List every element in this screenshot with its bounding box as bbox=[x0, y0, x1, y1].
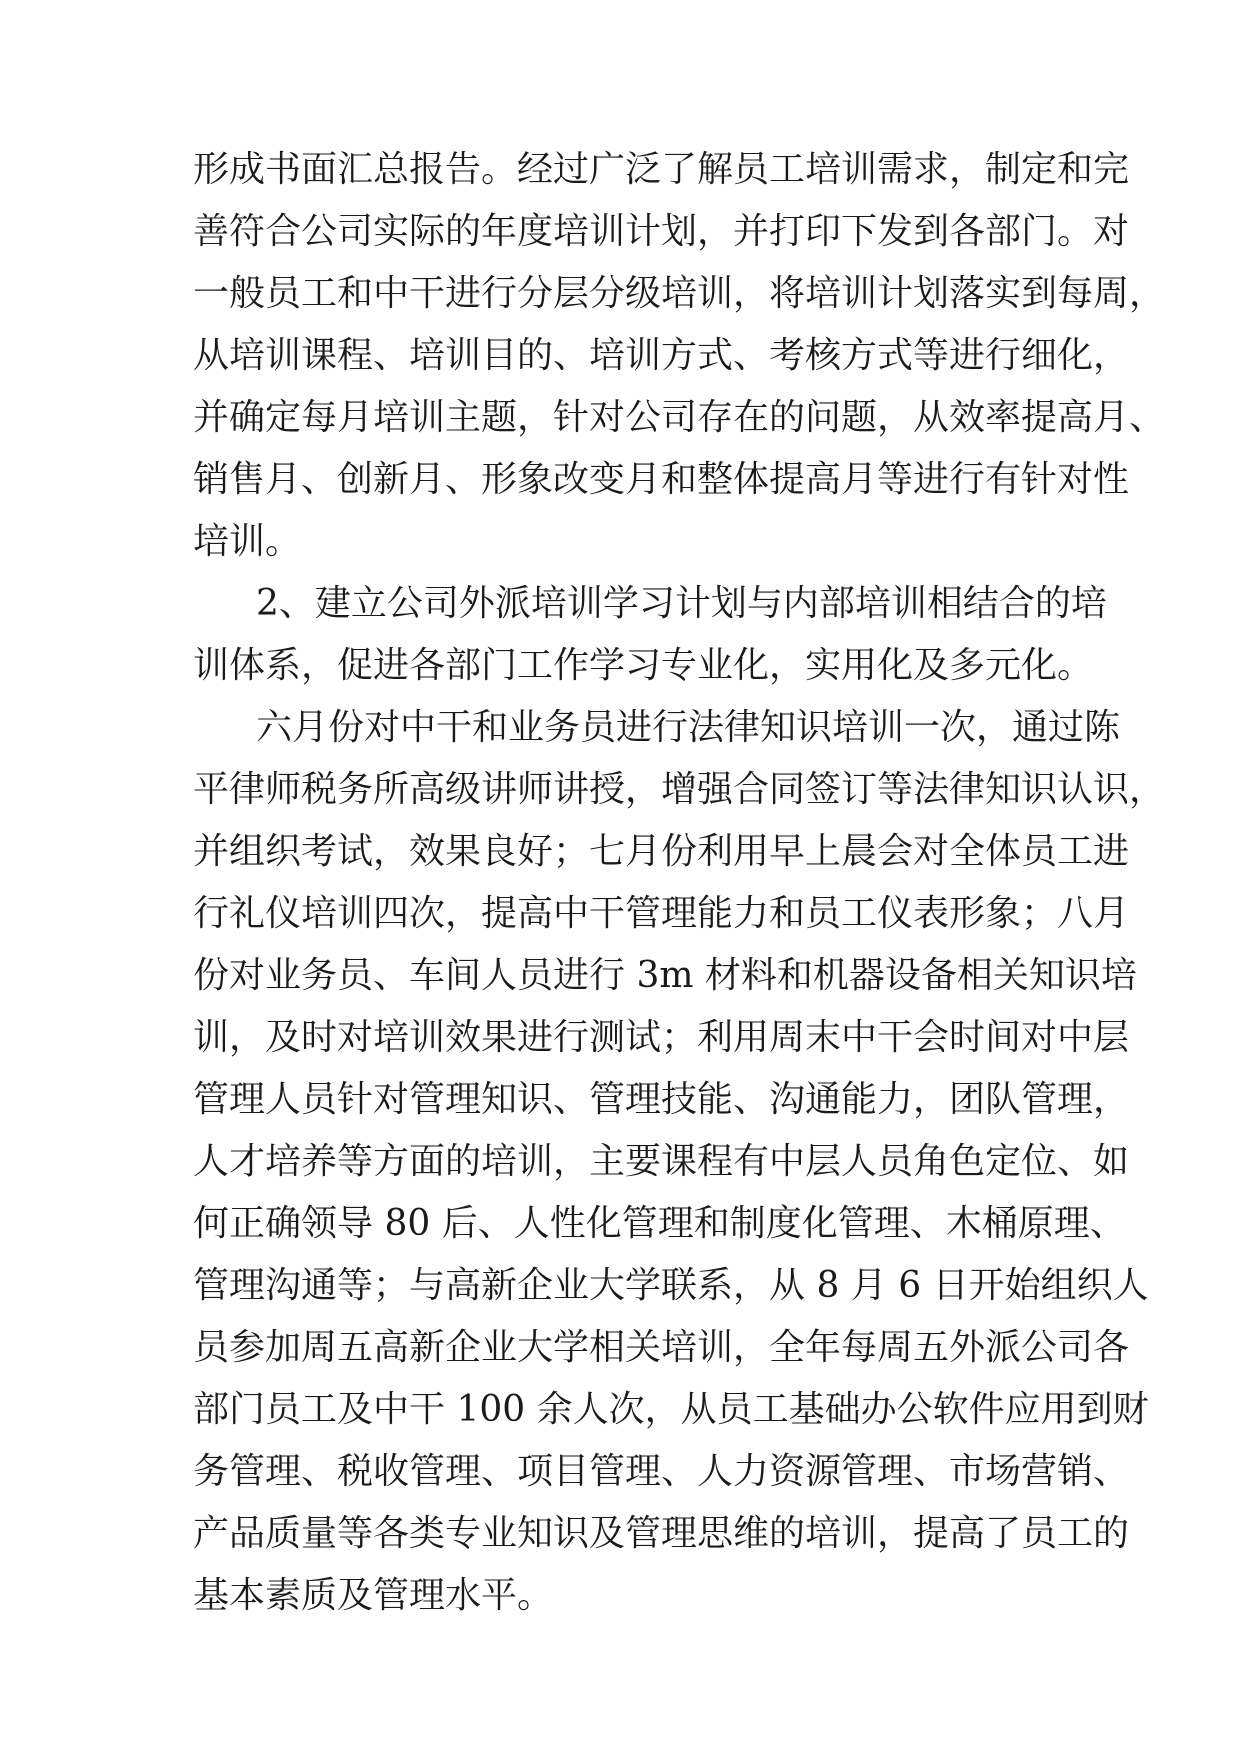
text-line: 2、建立公司外派培训学习计划与内部培训相结合的培 bbox=[256, 583, 1107, 624]
text-line: 管理沟通等；与高新企业大学联系，从 8 月 6 日开始组织人 bbox=[193, 1265, 1149, 1306]
text-line: 从培训课程、培训目的、培训方式、考核方式等进行细化， bbox=[193, 335, 1130, 376]
text-line: 部门员工及中干 100 余人次，从员工基础办公软件应用到财 bbox=[193, 1389, 1149, 1430]
text-line: 并组织考试，效果良好；七月份利用早上晨会对全体员工进 bbox=[193, 831, 1130, 872]
text-line: 善符合公司实际的年度培训计划，并打印下发到各部门。对 bbox=[193, 211, 1130, 252]
text-line: 人才培养等方面的培训，主要课程有中层人员角色定位、如 bbox=[193, 1141, 1130, 1182]
text-line: 何正确领导 80 后、人性化管理和制度化管理、木桶原理、 bbox=[193, 1203, 1126, 1244]
text-line: 一般员工和中干进行分层分级培训，将培训计划落实到每周， bbox=[193, 273, 1166, 314]
text-line: 六月份对中干和业务员进行法律知识培训一次，通过陈 bbox=[256, 707, 1121, 748]
text-line: 平律师税务所高级讲师讲授，增强合同签订等法律知识认识， bbox=[193, 769, 1166, 810]
text-line: 产品质量等各类专业知识及管理思维的培训，提高了员工的 bbox=[193, 1513, 1130, 1554]
text-line: 销售月、创新月、形象改变月和整体提高月等进行有针对性 bbox=[193, 459, 1130, 500]
text-line: 行礼仪培训四次，提高中干管理能力和员工仪表形象；八月 bbox=[193, 893, 1130, 934]
text-line: 员参加周五高新企业大学相关培训，全年每周五外派公司各 bbox=[193, 1327, 1130, 1368]
text-line: 份对业务员、车间人员进行 3m 材料和机器设备相关知识培 bbox=[193, 955, 1137, 996]
text-line: 形成书面汇总报告。经过广泛了解员工培训需求，制定和完 bbox=[193, 149, 1130, 190]
text-line: 并确定每月培训主题，针对公司存在的问题，从效率提高月、 bbox=[193, 397, 1166, 438]
text-line: 基本素质及管理水平。 bbox=[193, 1575, 554, 1616]
text-line: 训体系，促进各部门工作学习专业化，实用化及多元化。 bbox=[193, 645, 1094, 686]
text-line: 务管理、税收管理、项目管理、人力资源管理、市场营销、 bbox=[193, 1451, 1130, 1492]
text-line: 管理人员针对管理知识、管理技能、沟通能力，团队管理， bbox=[193, 1079, 1130, 1120]
text-line: 训，及时对培训效果进行测试；利用周末中干会时间对中层 bbox=[193, 1017, 1130, 1058]
text-line: 培训。 bbox=[193, 521, 302, 562]
